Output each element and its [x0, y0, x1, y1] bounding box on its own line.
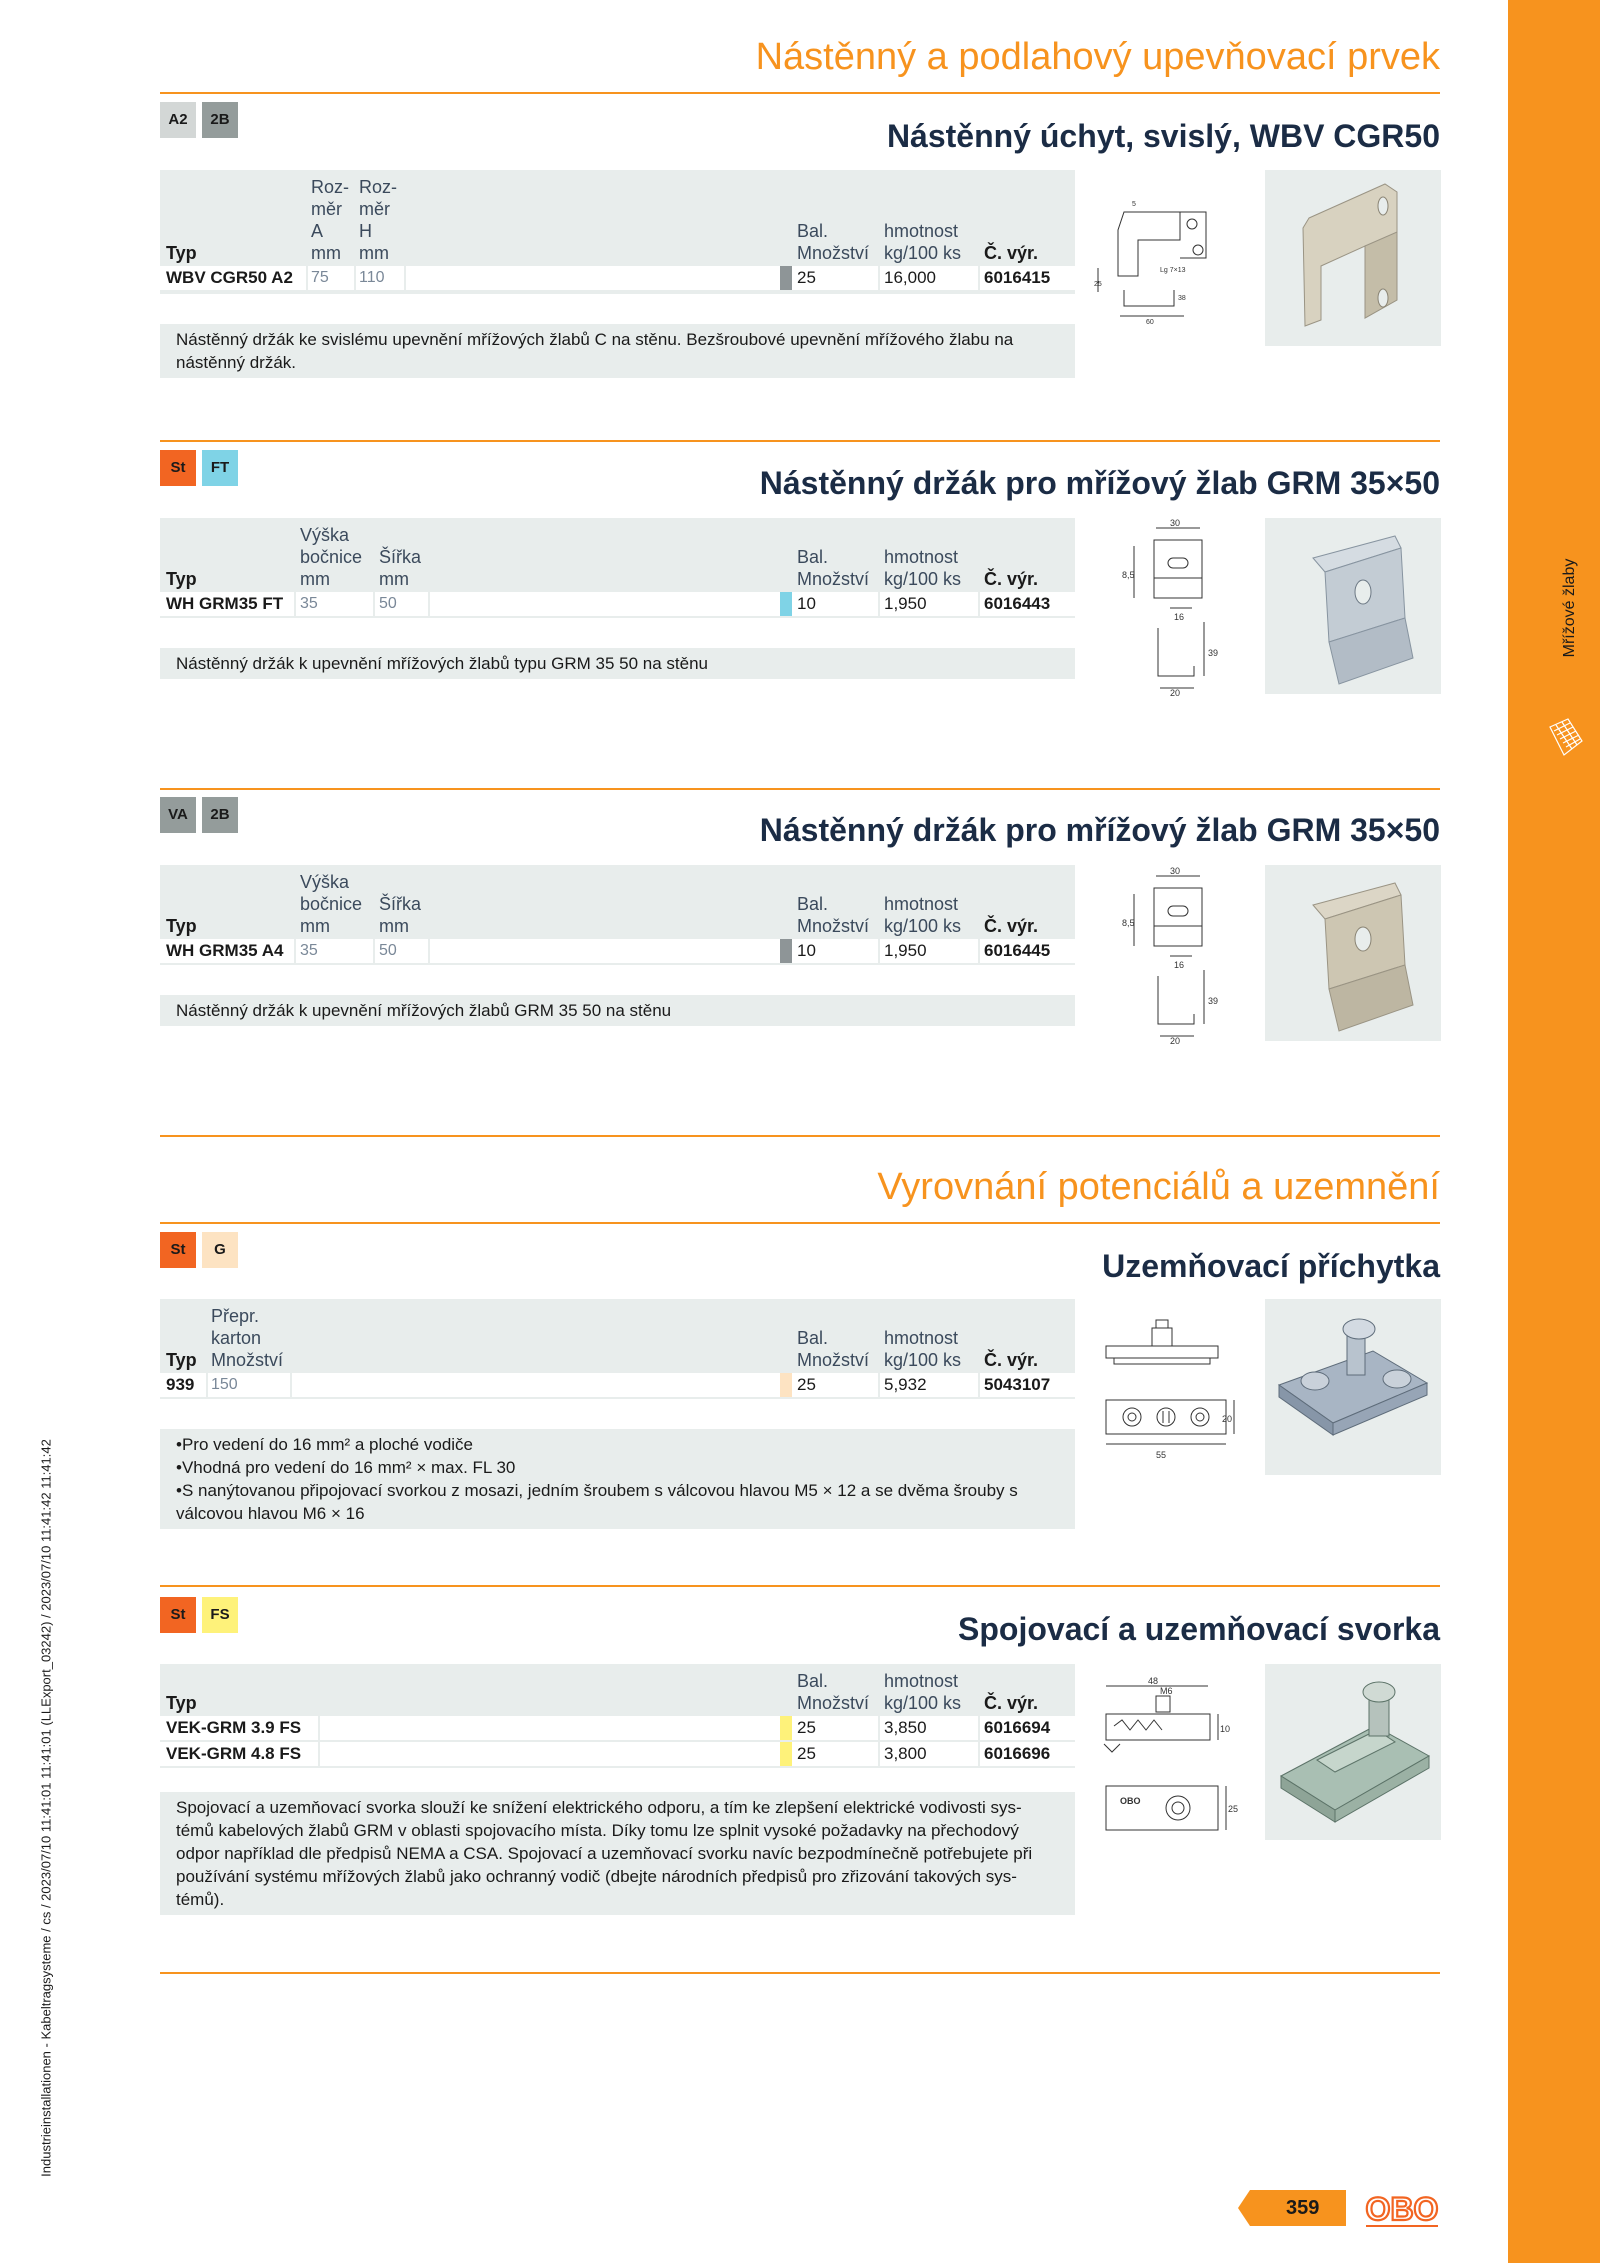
spec-table	[160, 170, 1075, 294]
col-art: Č. výr.	[984, 1693, 1039, 1713]
svg-text:M6: M6	[1160, 1686, 1173, 1696]
section-divider	[160, 92, 1440, 94]
svg-text:20: 20	[1222, 1414, 1233, 1424]
product-divider	[160, 440, 1440, 442]
spec-header	[160, 518, 1075, 592]
col-typ: Typ	[166, 916, 197, 936]
list-item: • Pro vedení do 16 mm² a ploché vodiče	[176, 1433, 1059, 1456]
technical-drawing	[1100, 1674, 1240, 1834]
col-weight: hmotnost kg/100 ks	[884, 547, 962, 589]
product-photo	[1265, 518, 1441, 694]
finish-badge: 2B	[202, 797, 238, 833]
product-description	[160, 1429, 1075, 1529]
table-row	[160, 266, 1075, 292]
finish-badge: 2B	[202, 102, 238, 138]
svg-text:39: 39	[1208, 996, 1219, 1006]
table-row	[160, 1716, 1075, 1742]
col-bal: Bal. Množství	[797, 221, 870, 263]
cell-divider	[428, 592, 430, 616]
spec-header	[160, 865, 1075, 939]
cell-art: 6016696	[984, 1744, 1051, 1763]
svg-text:5: 5	[1132, 201, 1136, 208]
finish-badge: G	[202, 1232, 238, 1268]
cell-divider	[373, 939, 375, 963]
svg-text:60: 60	[1146, 319, 1154, 326]
cell-art: 5043107	[984, 1375, 1051, 1394]
col-weight: hmotnost kg/100 ks	[884, 1671, 962, 1713]
svg-text:8,5: 8,5	[1122, 570, 1135, 580]
material-badge: A2	[160, 102, 196, 138]
svg-text:OBO: OBO	[1120, 1796, 1141, 1806]
col-height: Výška bočnice mm	[300, 872, 363, 936]
product-divider	[160, 788, 1440, 790]
product-divider	[160, 1585, 1440, 1587]
table-row	[160, 1373, 1075, 1399]
product-photo	[1265, 865, 1441, 1041]
technical-drawing	[1100, 1316, 1240, 1466]
svg-text:16: 16	[1174, 612, 1185, 622]
col-width: Šířka mm	[379, 547, 422, 589]
bullet-list	[176, 1433, 1059, 1525]
technical-drawing	[1118, 516, 1228, 698]
cell-carton: 150	[211, 1376, 238, 1393]
cell-divider	[878, 1742, 880, 1766]
cell-bal: 10	[797, 941, 816, 960]
cell-height: 35	[300, 942, 318, 959]
material-badge: VA	[160, 797, 196, 833]
color-marker	[780, 1373, 792, 1397]
product-photo	[1265, 1664, 1441, 1840]
cable-tray-icon	[1546, 715, 1586, 761]
table-row	[160, 1742, 1075, 1768]
cell-divider	[373, 592, 375, 616]
product-title: Nástěnný úchyt, svislý, WBV CGR50	[886, 118, 1440, 154]
product-description: Nástěnný držák k upevnění mřížových žlabů GRM 35 50 na stěnu	[160, 995, 1075, 1026]
cell-typ: WH GRM35 FT	[166, 594, 284, 613]
svg-text:Lg 7×13: Lg 7×13	[1160, 267, 1186, 274]
cell-divider	[294, 592, 296, 616]
product-title: Nástěnný držák pro mřížový žlab GRM 35×50	[759, 812, 1440, 848]
cell-divider	[978, 1373, 980, 1397]
color-marker	[780, 1716, 792, 1740]
finish-badge: FS	[202, 1597, 238, 1633]
color-marker	[780, 592, 792, 616]
cell-height: 35	[300, 595, 318, 612]
cell-divider	[978, 592, 980, 616]
cell-divider	[318, 1742, 320, 1766]
col-width: Šířka mm	[379, 894, 422, 936]
cell-divider	[878, 592, 880, 616]
product-photo	[1265, 1299, 1441, 1475]
spec-table	[160, 1664, 1075, 1762]
product-description: Nástěnný držák k upevnění mřížových žlabů typu GRM 35 50 na stěnu	[160, 648, 1075, 679]
spec-header	[160, 1664, 1075, 1716]
cell-bal: 25	[797, 1744, 816, 1763]
col-art: Č. výr.	[984, 243, 1039, 263]
cell-divider	[428, 939, 430, 963]
spec-header	[160, 170, 1075, 266]
cell-divider	[878, 1716, 880, 1740]
cell-typ: VEK-GRM 4.8 FS	[166, 1744, 302, 1763]
cell-typ: WH GRM35 A4	[166, 941, 284, 960]
col-bal: Bal. Množství	[797, 1671, 870, 1713]
cell-divider	[306, 266, 308, 290]
cell-width: 50	[379, 942, 397, 959]
spec-table	[160, 865, 1075, 965]
cell-weight: 3,850	[884, 1718, 927, 1737]
col-carton: Přepr. karton Množství	[211, 1306, 284, 1370]
color-marker	[780, 266, 792, 290]
svg-text:10: 10	[1220, 1724, 1231, 1734]
product-title: Spojovací a uzemňovací svorka	[958, 1611, 1440, 1647]
col-typ: Typ	[166, 569, 197, 589]
svg-text:OBO: OBO	[1365, 2191, 1439, 2227]
cell-art: 6016445	[984, 941, 1051, 960]
cell-typ: VEK-GRM 3.9 FS	[166, 1718, 302, 1737]
cell-divider	[404, 266, 406, 290]
cell-dim-a: 75	[311, 269, 329, 286]
section-title: Vyrovnání potenciálů a uzemnění	[877, 1166, 1440, 1208]
cell-art: 6016415	[984, 268, 1051, 287]
svg-text:38: 38	[1178, 295, 1186, 302]
material-badge: St	[160, 1597, 196, 1633]
cell-divider	[354, 266, 356, 290]
col-bal: Bal. Množství	[797, 547, 870, 589]
table-row	[160, 592, 1075, 618]
col-art: Č. výr.	[984, 1350, 1039, 1370]
cell-art: 6016694	[984, 1718, 1051, 1737]
color-marker	[780, 939, 792, 963]
col-typ: Typ	[166, 1350, 197, 1370]
svg-text:30: 30	[1170, 518, 1181, 528]
col-bal: Bal. Množství	[797, 1328, 870, 1370]
cell-divider	[290, 1373, 292, 1397]
col-typ: Typ	[166, 1693, 197, 1713]
product-description: Spojovací a uzemňovací svorka slouží ke snížení elektrického odporu, a tím ke zlepšení elektrické vodivosti sys- témů kabelových žlabů GRM v oblasti spojovacího místa. Díky tomu lze splnit vysoké požadavky na přechodový odpor například dle předpisů NEMA a CSA. Spojovací a uzemňovací svorku navíc bezpodmínečně potřebujete při používání systému mřížových žlabů jako ochranný vodič (dbejte národních předpisů pro zřizování takových sys- témů).	[160, 1792, 1075, 1915]
cell-bal: 25	[797, 268, 816, 287]
material-badge: St	[160, 450, 196, 486]
cell-weight: 16,000	[884, 268, 936, 287]
orange-sidebar	[1508, 0, 1600, 2263]
cell-divider	[978, 1716, 980, 1740]
svg-text:16: 16	[1174, 960, 1185, 970]
cell-art: 6016443	[984, 594, 1051, 613]
svg-text:8,5: 8,5	[1122, 918, 1135, 928]
section-divider	[160, 1222, 1440, 1224]
product-title: Uzemňovací příchytka	[1102, 1248, 1440, 1284]
col-art: Č. výr.	[984, 569, 1039, 589]
cell-width: 50	[379, 595, 397, 612]
svg-text:25: 25	[1228, 1804, 1239, 1814]
col-art: Č. výr.	[984, 916, 1039, 936]
color-marker	[780, 1742, 792, 1766]
col-weight: hmotnost kg/100 ks	[884, 1328, 962, 1370]
cell-weight: 1,950	[884, 941, 927, 960]
cell-dim-h: 110	[359, 269, 385, 286]
spec-header	[160, 1299, 1075, 1373]
cell-bal: 10	[797, 594, 816, 613]
finish-badge: FT	[202, 450, 238, 486]
cell-typ: WBV CGR50 A2	[166, 268, 293, 287]
section-title: Nástěnný a podlahový upevňovací prvek	[755, 36, 1440, 78]
section-divider	[160, 1135, 1440, 1137]
svg-text:39: 39	[1208, 648, 1219, 658]
list-item: • Vhodná pro vedení do 16 mm² × max. FL 30	[176, 1456, 1059, 1479]
svg-text:30: 30	[1170, 866, 1181, 876]
product-description: Nástěnný držák ke svislému upevnění mřížových žlabů C na stěnu. Bezšroubové upevnění mřížového žlabu na nástěnný držák.	[160, 324, 1075, 378]
col-weight: hmotnost kg/100 ks	[884, 221, 962, 263]
svg-text:25: 25	[1094, 281, 1102, 288]
spec-table	[160, 1299, 1075, 1399]
cell-divider	[294, 939, 296, 963]
cell-weight: 5,932	[884, 1375, 927, 1394]
svg-text:48: 48	[1148, 1676, 1159, 1686]
spec-table	[160, 518, 1075, 618]
cell-weight: 3,800	[884, 1744, 927, 1763]
cell-bal: 25	[797, 1375, 816, 1394]
cell-divider	[878, 1373, 880, 1397]
cell-divider	[206, 1373, 208, 1397]
cell-divider	[978, 1742, 980, 1766]
product-photo	[1265, 170, 1441, 346]
col-height: Výška bočnice mm	[300, 525, 363, 589]
product-title: Nástěnný držák pro mřížový žlab GRM 35×50	[759, 465, 1440, 501]
cell-bal: 25	[797, 1718, 816, 1737]
svg-text:20: 20	[1170, 688, 1181, 698]
obo-logo	[1362, 2188, 1442, 2228]
cell-divider	[878, 939, 880, 963]
cell-divider	[978, 266, 980, 290]
svg-text:20: 20	[1170, 1036, 1181, 1046]
col-dim-a: Roz- měr A mm	[311, 177, 350, 263]
technical-drawing	[1094, 188, 1244, 326]
page-bottom-divider	[160, 1972, 1440, 1974]
cell-divider	[978, 939, 980, 963]
cell-divider	[878, 266, 880, 290]
material-badge: St	[160, 1232, 196, 1268]
col-bal: Bal. Množství	[797, 894, 870, 936]
cell-typ: 939	[166, 1375, 195, 1394]
col-weight: hmotnost kg/100 ks	[884, 894, 962, 936]
technical-drawing	[1118, 864, 1228, 1046]
list-item: • S nanýtovanou připojovací svorkou z mosazi, jedním šroubem s válcovou hlavou M5 × 12 a se dvěma šrouby s válcovou hlavou M6 × 16	[176, 1479, 1059, 1525]
svg-text:55: 55	[1156, 1450, 1167, 1460]
col-dim-h: Roz- měr H mm	[359, 177, 398, 263]
page-number: 359	[1286, 2197, 1320, 2219]
cell-weight: 1,950	[884, 594, 927, 613]
table-row	[160, 939, 1075, 965]
col-typ: Typ	[166, 243, 197, 263]
cell-divider	[318, 1716, 320, 1740]
